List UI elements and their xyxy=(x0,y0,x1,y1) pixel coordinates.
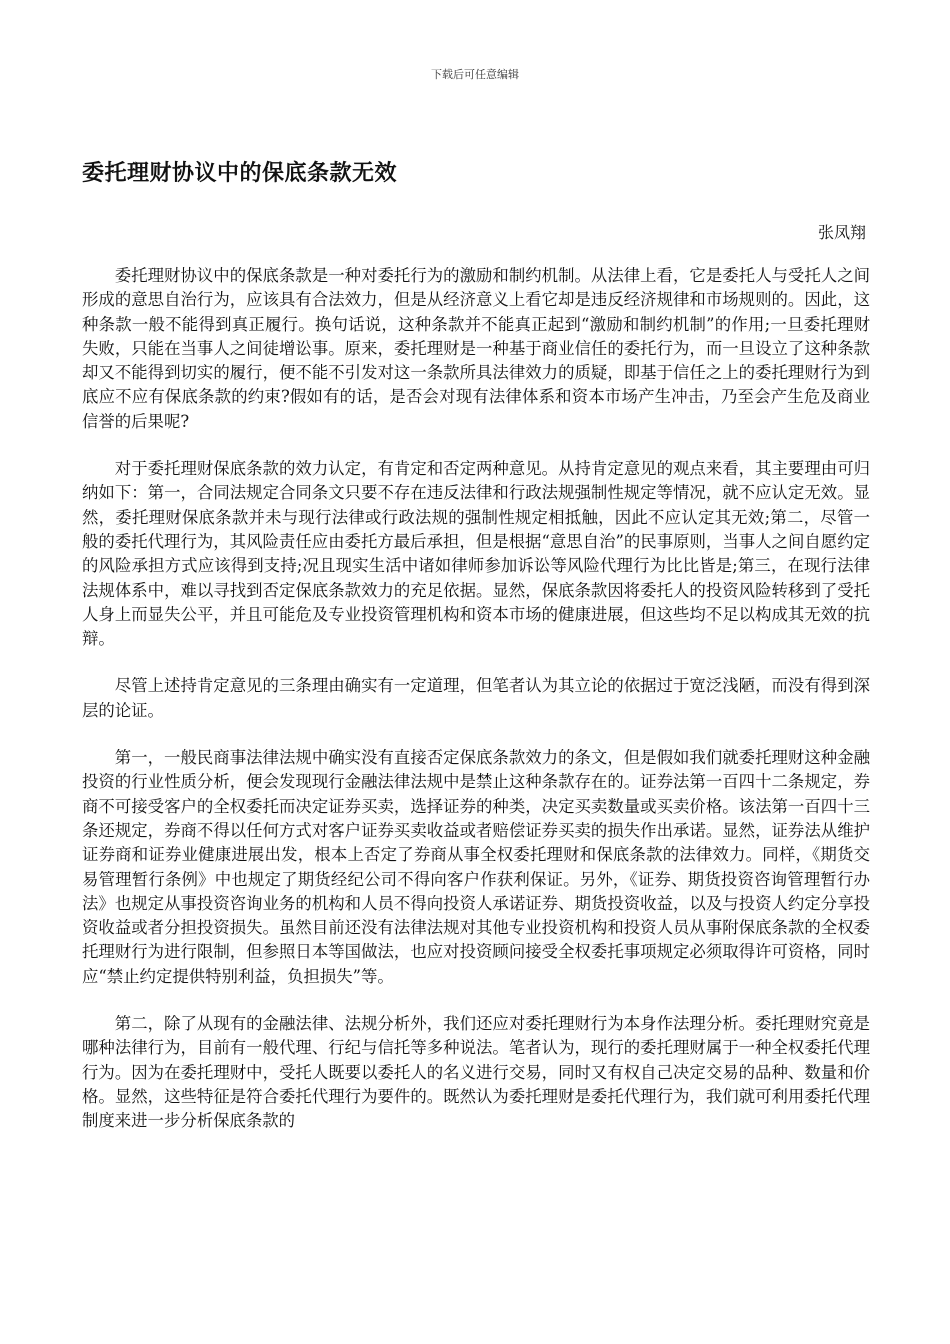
document-body xyxy=(82,264,870,1157)
page-header-note: 下载后可任意编辑 xyxy=(431,68,519,81)
paragraph-4: 第一，一般民商事法律法规中确实没有直接否定保底条款效力的条文，但是假如我们就委托理财这种金融投资的行业性质分析，便会发现现行金融法律法规中是禁止这种条款存在的。证券法第一百四十二条规定，券商不可接受客户的全权委托而决定证券买卖，选择证券的种类，决定买卖数量或买卖价格。该法第一百四十三条还规定，券商不得以任何方式对客户证券买卖收益或者赔偿证券买卖的损失作出承诺。显然，证券法从维护证券商和证券业健康进展出发，根本上否定了券商从事全权委托理财和保底条款的法律效力。同样，《期货交易管理暂行条例》中也规定了期货经纪公司不得向客户作获利保证。另外，《证券、期货投资咨询管理暂行办法》也规定从事投资咨询业务的机构和人员不得向投资人承诺证券、期货投资收益，以及与投资人约定分享投资收益或者分担投资损失。虽然目前还没有法律法规对其他专业投资机构和投资人员从事附保底条款的全权委托理财行为进行限制，但参照日本等国做法，也应对投资顾问接受全权委托事项规定必须取得许可资格，同时应“禁止约定提供特别利益，负担损失”等。 xyxy=(82,748,870,986)
author-name: 张凤翔 xyxy=(817,223,866,242)
paragraph-1: 委托理财协议中的保底条款是一种对委托行为的激励和制约机制。从法律上看，它是委托人与受托人之间形成的意思自治行为，应该具有合法效力，但是从经济意义上看它却是违反经济规律和市场规则的。因此，这种条款一般不能得到真正履行。换句话说，这种条款并不能真正起到“激励和制约机制”的作用;一旦委托理财失败，只能在当事人之间徒增讼事。原来，委托理财是一种基于商业信任的委托行为，而一旦设立了这种条款却又不能得到切实的履行，便不能不引发对这一条款所具法律效力的质疑，即基于信任之上的委托理财行为到底应不应有保底条款的约束?假如有的话，是否会对现有法律体系和资本市场产生冲击，乃至会产生危及商业信誉的后果呢? xyxy=(82,266,870,431)
paragraph-5: 第二，除了从现有的金融法律、法规分析外，我们还应对委托理财行为本身作法理分析。委托理财究竟是哪种法律行为，目前有一般代理、行纪与信托等多种说法。笔者认为，现行的委托理财属于一种全权委托代理行为。因为在委托理财中，受托人既要以委托人的名义进行交易，同时又有权自己决定交易的品种、数量和价格。显然，这些特征是符合委托代理行为要件的。既然认为委托理财是委托代理行为，我们就可利用委托代理制度来进一步分析保底条款的 xyxy=(82,1014,870,1131)
document-title: 委托理财协议中的保底条款无效 xyxy=(82,161,398,186)
paragraph-3: 尽管上述持肯定意见的三条理由确实有一定道理，但笔者认为其立论的依据过于宽泛浅陋，而没有得到深层的论证。 xyxy=(82,676,870,720)
paragraph-2: 对于委托理财保底条款的效力认定，有肯定和否定两种意见。从持肯定意见的观点来看，其主要理由可归纳如下：第一，合同法规定合同条文只要不存在违反法律和行政法规强制性规定等情况，就不应认定无效。显然，委托理财保底条款并未与现行法律或行政法规的强制性规定相抵触，因此不应认定其无效;第二，尽管一般的委托代理行为，其风险责任应由委托方最后承担，但是根据“意思自治”的民事原则，当事人之间自愿约定的风险承担方式应该得到支持;况且现实生活中诸如律师参加诉讼等风险代理行为比比皆是;第三，在现行法律法规体系中，难以寻找到否定保底条款效力的充足依据。显然，保底条款因将委托人的投资风险转移到了受托人身上而显失公平，并且可能危及专业投资管理机构和资本市场的健康进展，但这些均不足以构成其无效的抗辩。 xyxy=(82,459,870,649)
